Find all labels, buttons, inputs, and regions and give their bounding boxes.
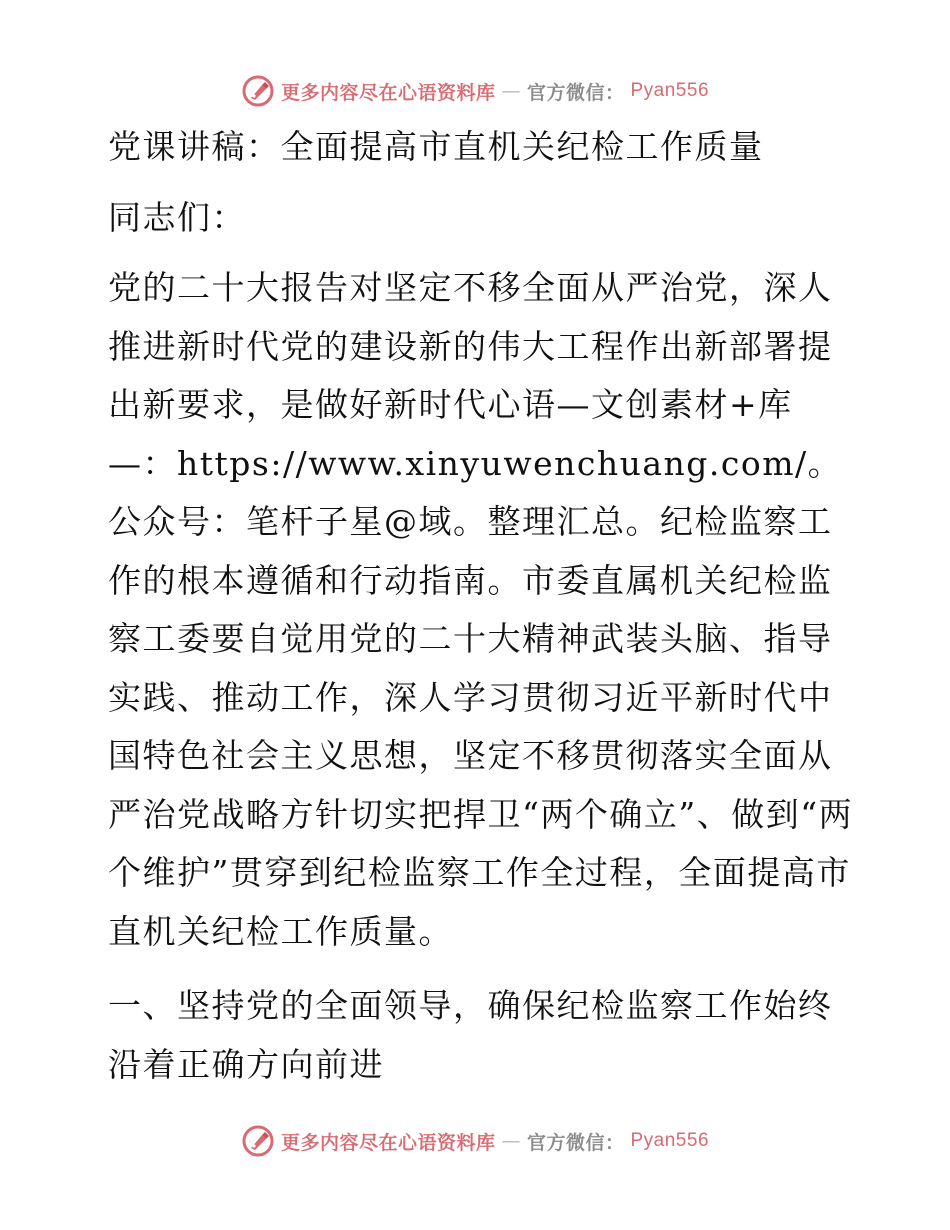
document-title: 党课讲稿：全面提高市直机关纪检工作质量	[108, 127, 764, 166]
watermark-dash: —	[501, 1130, 521, 1152]
section-heading: 一、坚持党的全面领导，确保纪检监察工作始终沿着正确方向前进	[108, 986, 833, 1084]
watermark-dash: —	[501, 80, 521, 102]
watermark-wechat-id: Pyan556	[630, 1130, 710, 1151]
pen-nib-logo-icon	[241, 74, 275, 108]
watermark-wechat-id: Pyan556	[630, 80, 710, 101]
watermark-site-name: 更多内容尽在心语资料库	[280, 81, 496, 104]
watermark-footer	[0, 1121, 950, 1161]
watermark-header	[0, 71, 950, 111]
document-greeting: 同志们：	[108, 197, 246, 237]
watermark-wechat-label: 官方微信：	[526, 81, 625, 104]
watermark-wechat-label: 官方微信：	[526, 1131, 625, 1154]
watermark-header-content	[241, 74, 709, 108]
document-body	[98, 118, 858, 1094]
watermark-site-name: 更多内容尽在心语资料库	[280, 1131, 496, 1154]
pen-nib-logo-icon	[241, 1124, 275, 1158]
body-paragraph: 党的二十大报告对坚定不移全面从严治党，深人推进新时代党的建设新的伟大工程作出新部署提出新要求，是做好新时代心语—文创素材+库—：https://www.xinyuwenchuang.com/。公众号：笔杆子星@域。整理汇总。纪检监察工作的根本遵循和行动指南。市委直属机关纪检监察工委要自觉用党的二十大精神武装头脑、指导实践、推动工作，深人学习贯彻习近平新时代中国特色社会主义思想，坚定不移贯彻落实全面从严治党战略方针切实把捍卫“两个确立”、做到“两个维护”贯穿到纪检监察工作全过程，全面提高市直机关纪检工作质量。	[108, 268, 854, 951]
watermark-footer-content	[241, 1124, 709, 1158]
